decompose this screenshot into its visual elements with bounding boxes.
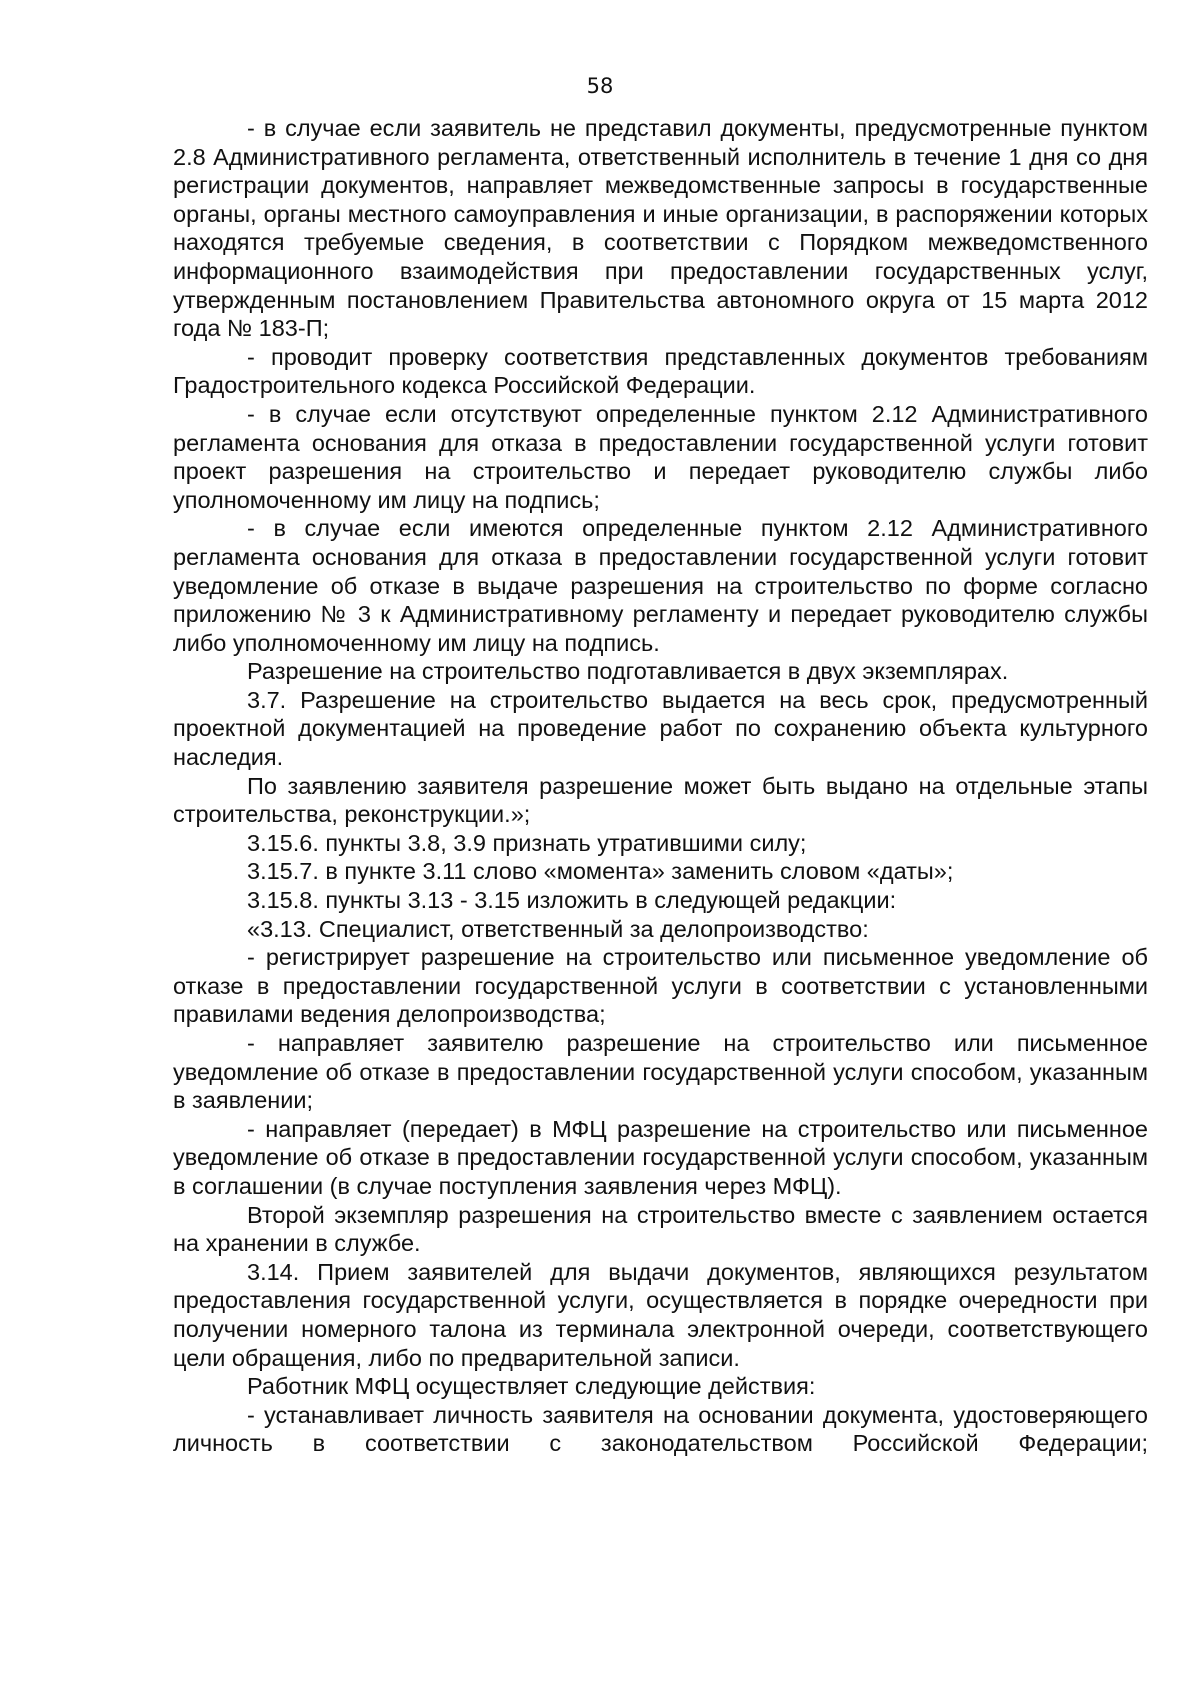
paragraph: 3.7. Разрешение на строительство выдается на весь срок, предусмотренный проектной документацией на проведение работ по сохранению объекта культурного наследия. — [173, 686, 1148, 771]
paragraph: По заявлению заявителя разрешение может быть выдано на отдельные этапы строительства, реконструкции.»; — [173, 772, 1148, 828]
paragraph: Разрешение на строительство подготавливается в двух экземплярах. — [247, 658, 1009, 685]
paragraph: «3.13. Специалист, ответственный за делопроизводство: — [247, 915, 869, 942]
paragraph: - направляет (передает) в МФЦ разрешение на строительство или письменное уведомление об отказе в предоставлении государственной услуги способом, указанным в соглашении (в случае поступления заявления через МФЦ). — [173, 1115, 1148, 1199]
paragraph: 3.15.7. в пункте 3.11 слово «момента» заменить словом «даты»; — [247, 858, 954, 885]
paragraph: - в случае если имеются определенные пунктом 2.12 Административного регламента основания для отказа в предоставлении государственной услуги готовит уведомление об отказе в выдаче разрешения на строительство по форме согласно приложению № 3 к Административному регламенту и передает руководителю службы либо уполномоченному им лицу на подпись. — [173, 515, 1148, 656]
document-body — [173, 114, 1148, 1458]
paragraph: - в случае если заявитель не представил документы, предусмотренные пунктом 2.8 Административного регламента, ответственный исполнитель в течение 1 дня со дня регистрации документов, направляет межведомственные запросы в государственные органы, органы местного самоуправления и иные организации, в распоряжении которых находятся требуемые сведения, в соответствии с Порядком межведомственного информационного взаимодействия при предоставлении государственных услуг, утвержденным постановлением Правительства автономного округа от 15 марта 2012 года № 183-П; — [173, 115, 1148, 342]
paragraph: Второй экземпляр разрешения на строительство вместе с заявлением остается на хранении в службе. — [173, 1201, 1148, 1257]
page-number: 58 — [586, 74, 614, 98]
paragraph: 3.15.8. пункты 3.13 - 3.15 изложить в следующей редакции: — [247, 887, 897, 914]
paragraph: - в случае если отсутствуют определенные пунктом 2.12 Административного регламента основания для отказа в предоставлении государственной услуги готовит проект разрешения на строительство и передает руководителю службы либо уполномоченному им лицу на подпись; — [173, 400, 1148, 513]
paragraph: - устанавливает личность заявителя на основании документа, удостоверяющего личность в соответствии с законодательством Российской Федерации; — [173, 1401, 1148, 1457]
paragraph: Работник МФЦ осуществляет следующие действия: — [247, 1373, 816, 1400]
paragraph: - регистрирует разрешение на строительство или письменное уведомление об отказе в предоставлении государственной услуги в соответствии с установленными правилами ведения делопроизводства; — [173, 944, 1148, 1028]
paragraph: 3.14. Прием заявителей для выдачи документов, являющихся результатом предоставления государственной услуги, осуществляется в порядке очередности при получении номерного талона из терминала электронной очереди, соответствующего цели обращения, либо по предварительной записи. — [173, 1258, 1148, 1371]
paragraph: 3.15.6. пункты 3.8, 3.9 признать утратившими силу; — [247, 829, 807, 856]
paragraph: - направляет заявителю разрешение на строительство или письменное уведомление об отказе в предоставлении государственной услуги способом, указанным в заявлении; — [173, 1030, 1148, 1114]
paragraph: - проводит проверку соответствия представленных документов требованиям Градостроительного кодекса Российской Федерации. — [173, 343, 1148, 399]
